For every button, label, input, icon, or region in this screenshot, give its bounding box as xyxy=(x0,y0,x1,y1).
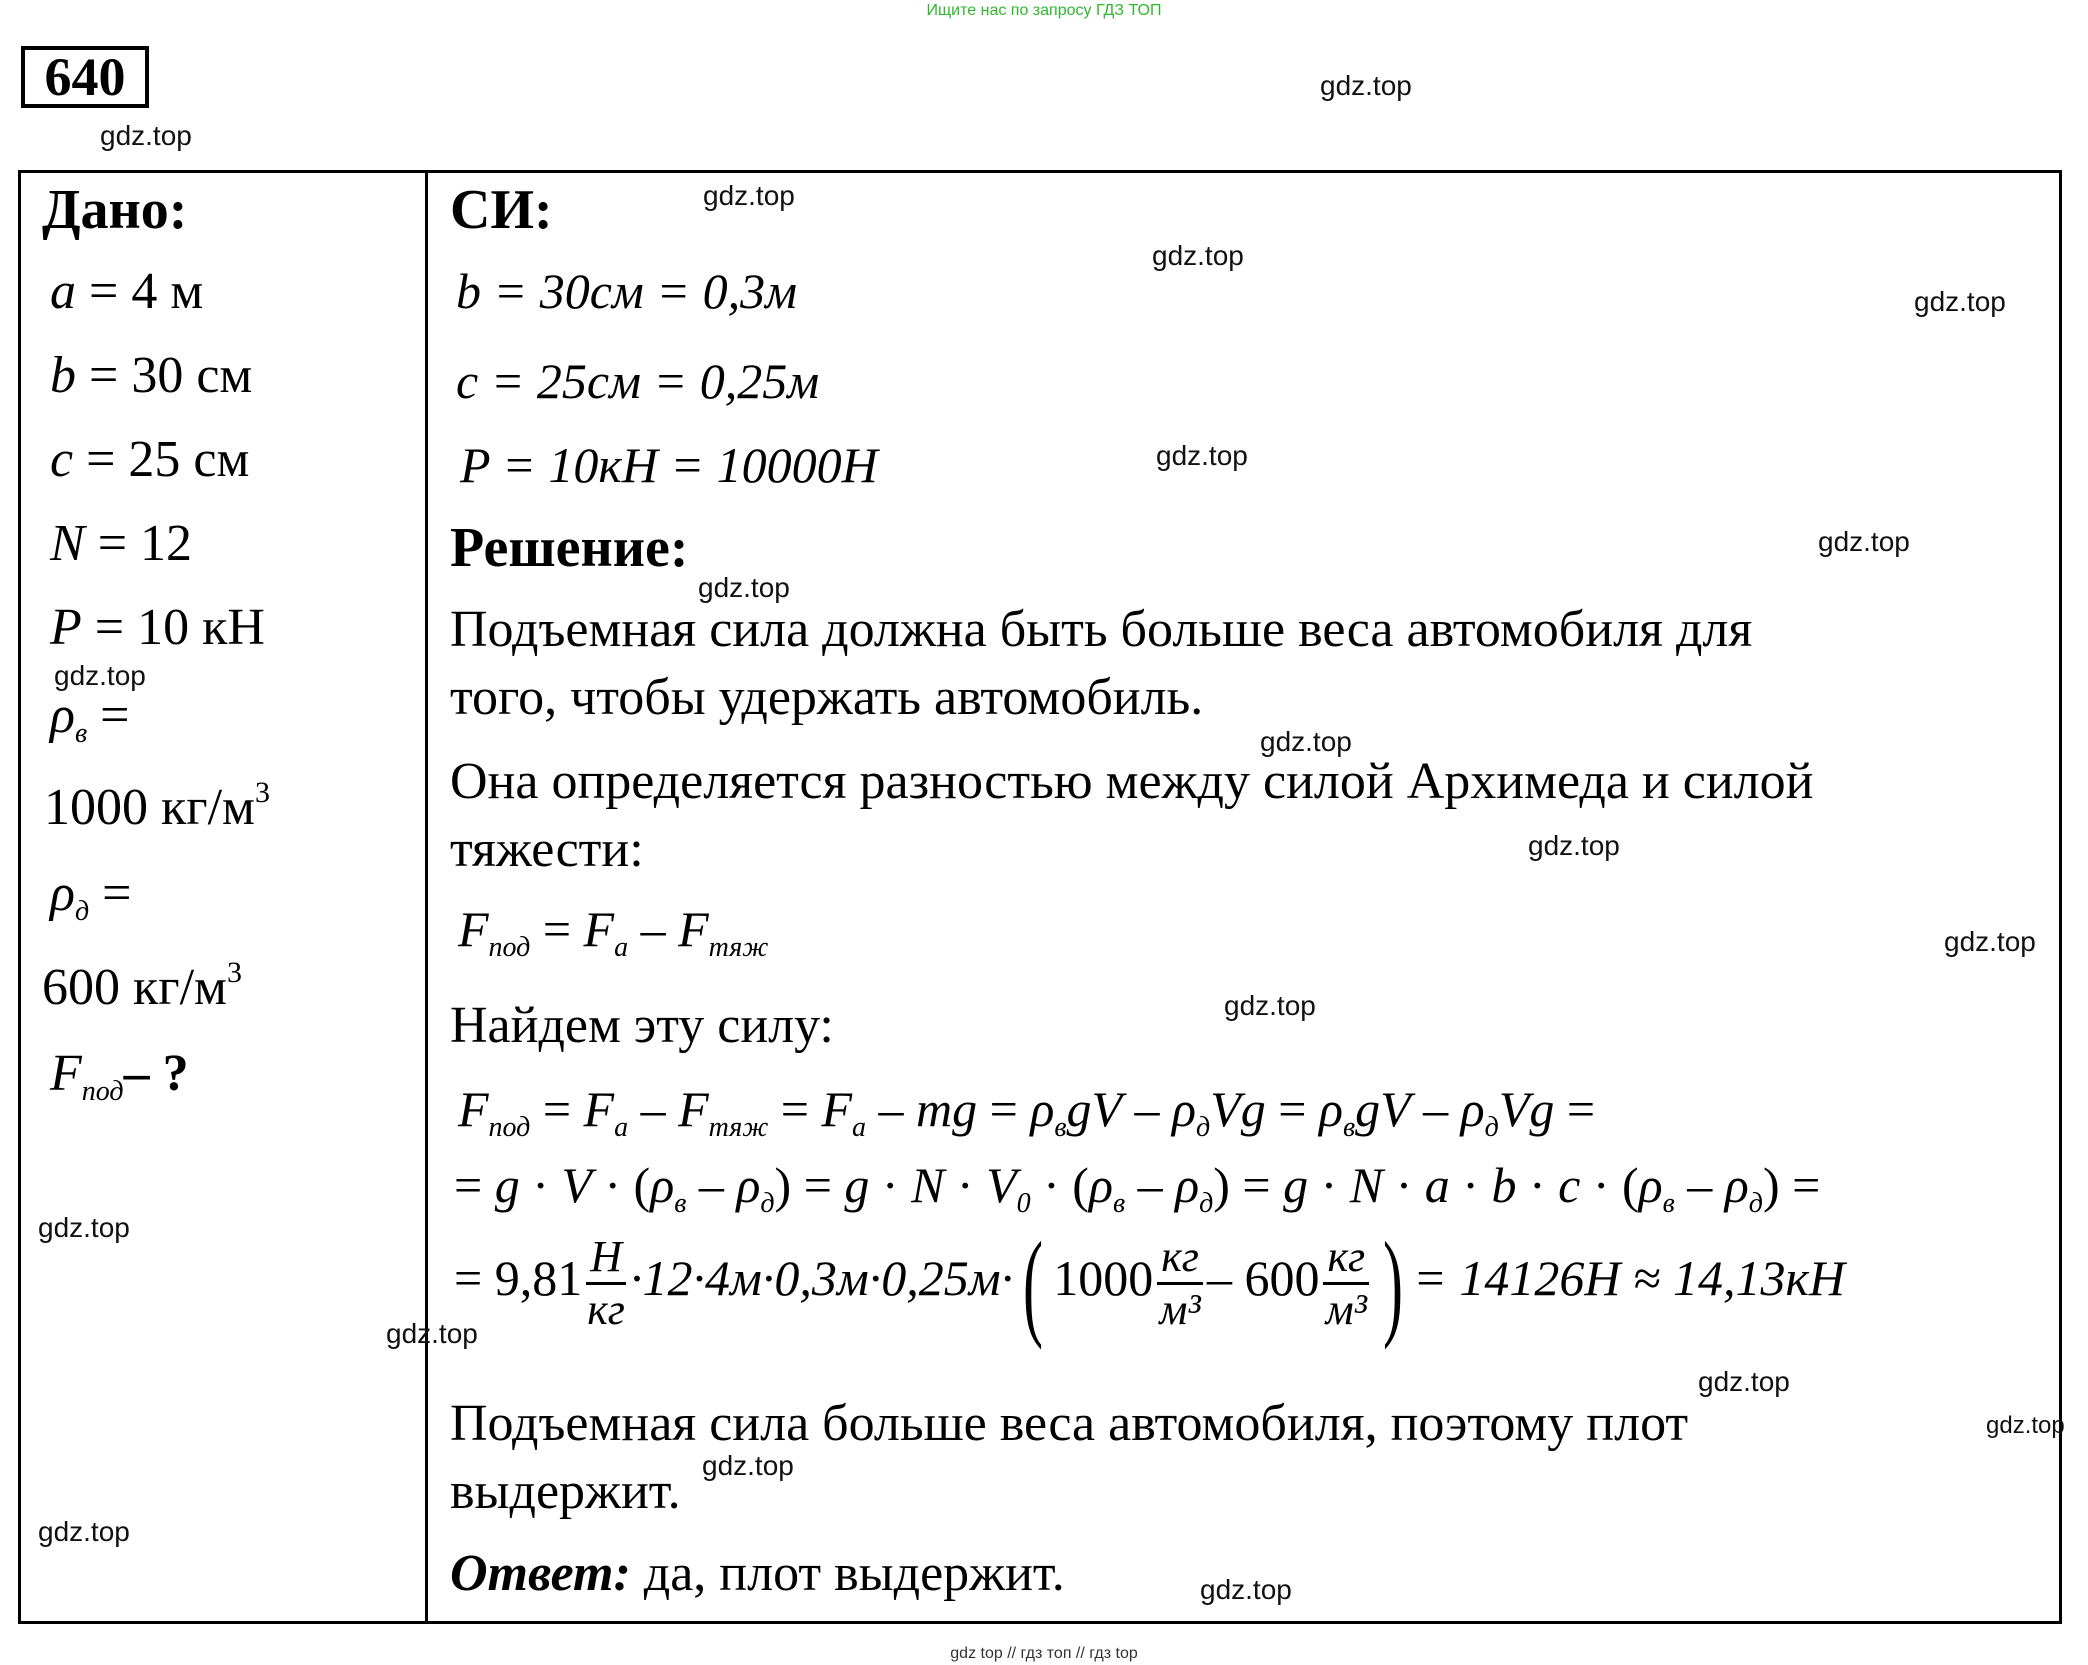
si-heading: СИ: xyxy=(450,179,553,241)
find-symbol: F xyxy=(50,1045,82,1102)
rho-d-equals: = xyxy=(102,865,132,922)
paragraph-2a: Она определяется разностью между силой Архимеда и силой xyxy=(450,753,1814,810)
rho-v-equals: = xyxy=(100,687,130,744)
given-rho-v xyxy=(50,686,129,750)
given-n-value: = 12 xyxy=(97,515,193,572)
footer-links: gdz top // гдз топ // гдз top xyxy=(950,1645,1138,1662)
given-find xyxy=(50,1044,189,1108)
unit-fraction-2 xyxy=(1323,1232,1369,1335)
unit3-num: кг xyxy=(1323,1232,1369,1285)
watermark: gdz.top xyxy=(100,120,192,151)
answer-text: да, плот выдержит. xyxy=(643,1545,1065,1602)
si-line-p: P = 10кН = 10000Н xyxy=(460,437,878,493)
paragraph-1b: того, чтобы удержать автомобиль. xyxy=(450,669,1204,726)
top-banner: Ищите нас по запросу ГДЗ ТОП xyxy=(926,2,1162,19)
si-line-b: b = 30см = 0,3м xyxy=(456,263,797,319)
watermark: gdz.top xyxy=(698,572,790,603)
watermark: gdz.top xyxy=(1986,1412,2065,1439)
find-subscript: под xyxy=(81,1076,124,1107)
given-c-symbol: c xyxy=(50,431,74,488)
paragraph-3: Найдем эту силу: xyxy=(450,997,834,1054)
paragraph-2b: тяжести: xyxy=(450,821,644,878)
paragraph-4a: Подъемная сила больше веса автомобиля, поэтому плот xyxy=(450,1395,1689,1452)
given-rho-d xyxy=(50,864,131,928)
calc-factors: ·12·4м·0,3м·0,25м· xyxy=(629,1249,1014,1306)
rho-v-exponent: 3 xyxy=(254,776,270,809)
watermark: gdz.top xyxy=(1528,830,1620,861)
paragraph-4b: выдержит. xyxy=(450,1463,681,1520)
unit-fraction-1 xyxy=(1157,1232,1203,1335)
given-heading: Дано: xyxy=(42,179,188,241)
watermark: gdz.top xyxy=(386,1318,478,1349)
rho-d-value: 600 кг/м xyxy=(42,959,227,1016)
watermark: gdz.top xyxy=(38,1516,130,1547)
rho-d-subscript: д xyxy=(74,896,90,927)
unit-den: кг xyxy=(587,1285,625,1334)
watermark: gdz.top xyxy=(1224,990,1316,1021)
given-a-value: = 4 м xyxy=(89,263,204,320)
given-b xyxy=(50,346,252,405)
formula-line-1: $F_{под} = F_а - F_{тяж} = F_а$ – mg = $\rho_вgV - \rho_дVg = \rho_вgV - \rho_дVg$ = xyxy=(458,1081,1596,1143)
rho-d-exponent: 3 xyxy=(226,956,242,989)
given-p xyxy=(50,598,265,657)
answer-label: Ответ: xyxy=(450,1545,631,1602)
column-divider xyxy=(425,170,428,1624)
watermark: gdz.top xyxy=(1152,240,1244,271)
given-c-value: = 25 см xyxy=(86,431,250,488)
watermark: gdz.top xyxy=(38,1212,130,1243)
problem-number: 640 xyxy=(21,46,149,108)
answer xyxy=(450,1544,1065,1603)
watermark: gdz.top xyxy=(1944,926,2036,957)
given-p-symbol: P xyxy=(50,599,82,656)
si-line-c: c = 25см = 0,25м xyxy=(456,353,820,409)
rho-d-symbol: ρ xyxy=(50,865,75,922)
unit2-den: м³ xyxy=(1159,1285,1201,1334)
rho-v-symbol: ρ xyxy=(50,687,75,744)
rho-v-subscript: в xyxy=(74,718,88,749)
watermark: gdz.top xyxy=(1320,70,1412,101)
unit-fraction-n-kg xyxy=(586,1232,626,1335)
given-p-value: = 10 кН xyxy=(94,599,265,656)
formula-line-3: = 9,81 $\frac{Н}{кг}$ ·12·4м·0,3м·0,25м·( 1000 $\frac{кг}{\text{м³}}$ – 600 $\frac{кг}{\text{м³}}$ ) = 14126Н ≈ 14,13кН xyxy=(454,1216,1845,1350)
find-question: – ? xyxy=(123,1045,189,1102)
given-n xyxy=(50,514,192,573)
calc-result: = 14126Н ≈ 14,13кН xyxy=(1413,1249,1845,1306)
watermark: gdz.top xyxy=(1260,726,1352,757)
unit3-den: м³ xyxy=(1325,1285,1367,1334)
watermark: gdz.top xyxy=(1200,1574,1292,1605)
given-a xyxy=(50,262,203,321)
paragraph-1a: Подъемная сила должна быть больше веса автомобиля для xyxy=(450,601,1753,658)
calc-rho-v: 1000 xyxy=(1053,1249,1154,1306)
given-b-symbol: b xyxy=(50,347,76,404)
watermark: gdz.top xyxy=(702,1450,794,1481)
calc-g: 9,81 xyxy=(494,1249,583,1306)
given-c xyxy=(50,430,249,489)
unit2-num: кг xyxy=(1157,1232,1203,1285)
watermark: gdz.top xyxy=(1156,440,1248,471)
given-rho-v-value xyxy=(44,776,270,837)
solution-heading: Решение: xyxy=(450,517,689,579)
calc-rho-d: – 600 xyxy=(1206,1249,1320,1306)
given-n-symbol: N xyxy=(50,515,85,572)
watermark: gdz.top xyxy=(703,180,795,211)
given-b-value: = 30 см xyxy=(89,347,253,404)
rho-v-value: 1000 кг/м xyxy=(44,779,255,836)
formula-lift: $F_{под} = F_а - F_{тяж}$ xyxy=(458,901,769,963)
unit-num: Н xyxy=(586,1232,626,1285)
given-rho-d-value xyxy=(42,956,242,1017)
watermark: gdz.top xyxy=(1914,286,2006,317)
watermark: gdz.top xyxy=(1818,526,1910,557)
given-a-symbol: a xyxy=(50,263,76,320)
watermark: gdz.top xyxy=(54,660,146,691)
formula-line-2: = $g \cdot V \cdot (\rho_в - \rho_д) = g \cdot N \cdot V_0 \cdot (\rho_в - \rho_д) = g \cdot N \cdot a \cdot b \cdot c \cdot (\rho_в - \rho_д)$ = xyxy=(454,1157,1821,1219)
watermark: gdz.top xyxy=(1698,1366,1790,1397)
